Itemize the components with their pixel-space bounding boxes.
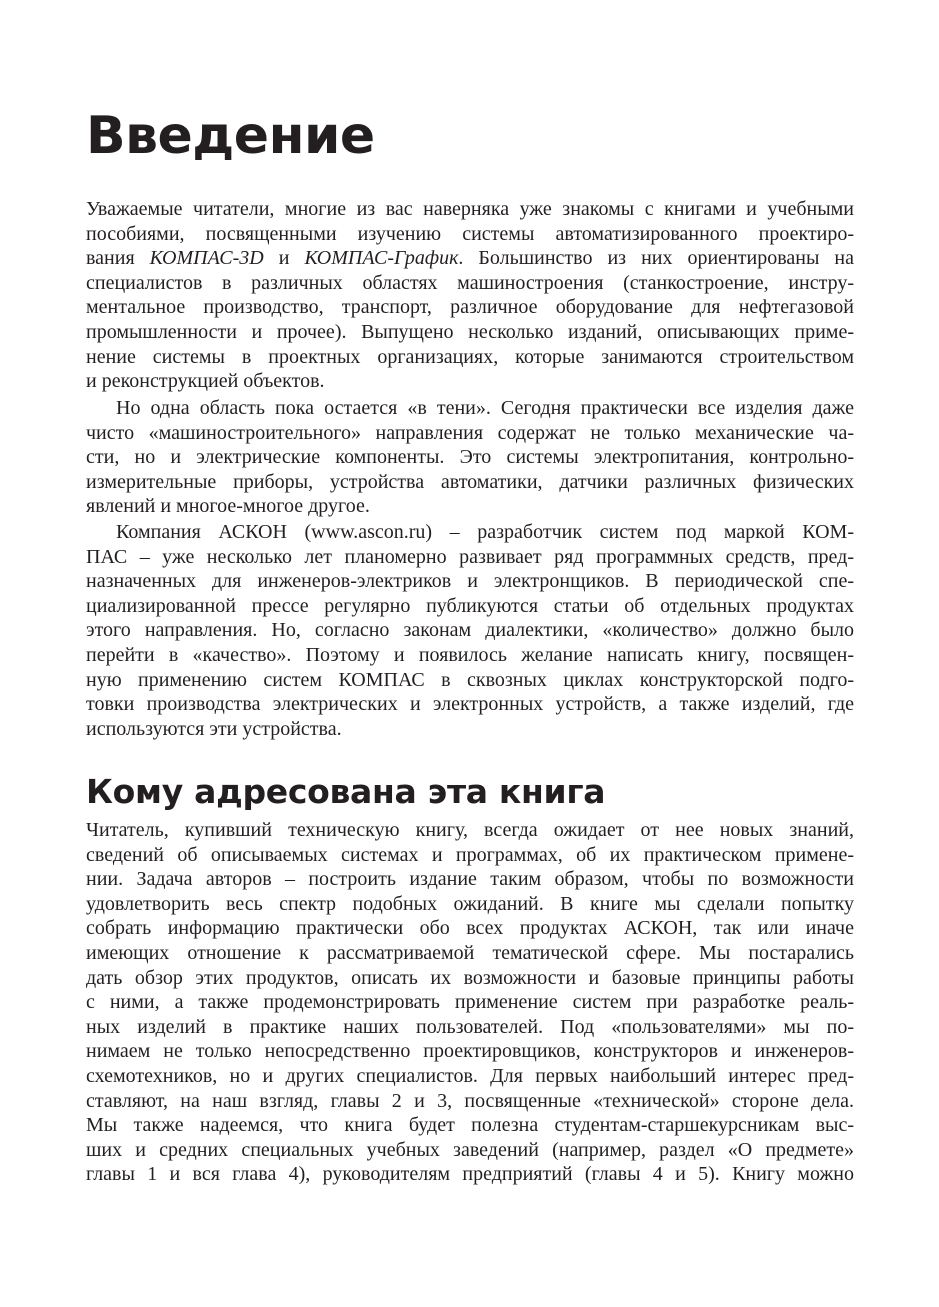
text-line: удовлетворить весь спектр подобных ожиданий. В книге мы сделали попытку — [86, 892, 854, 915]
section-heading: Кому адресована эта книга — [86, 772, 606, 811]
text-line: измерительные приборы, устройства автоматики, датчики различных физических — [86, 470, 854, 493]
paragraph-ascon — [86, 520, 854, 741]
text-line: нимаем не только непосредственно проектировщиков, конструкторов и инженеров- — [86, 1040, 854, 1063]
product-name: КОМПАС-График — [304, 247, 459, 270]
text-line: Уважаемые читатели, многие из вас наверняка уже знакомы с книгами и учебными — [86, 198, 854, 220]
text-line: вания КОМПАС-3D и КОМПАС-График. Большинство из них ориентированы на — [86, 247, 854, 270]
text-line: собрать информацию практически обо всех продуктах АСКОН, так или иначе — [86, 917, 854, 940]
text-line: товки производства электрических и электронных устройств, а также изделий, где — [86, 693, 854, 716]
text-line: схемотехников, но и других специалистов. Для первых наибольший интерес пред- — [86, 1064, 854, 1087]
page-title: Введение — [86, 106, 375, 166]
text-line: циализированной прессе регулярно публикуются статьи об отдельных продуктах — [86, 594, 854, 617]
text-line: и реконструкцией объектов. — [86, 370, 325, 393]
text-line: сти, но и электрические компоненты. Это системы электропитания, контрольно- — [86, 446, 854, 469]
text-line: перейти в «качество». Поэтому и появилось желание написать книгу, посвящен- — [86, 643, 854, 666]
text-line: явлений и многое-многое другое. — [86, 495, 370, 518]
text-line: ментальное производство, транспорт, различное оборудование для нефтегазовой — [86, 296, 854, 319]
paragraph-audience — [86, 818, 854, 1187]
paragraph-intro — [86, 197, 854, 394]
text-line: ших и средних специальных учебных заведений (например, раздел «О предмете» — [86, 1138, 854, 1161]
text-line: Читатель, купивший техническую книгу, всегда ожидает от нее новых знаний, — [86, 819, 854, 841]
text-line: сведений об описываемых системах и программах, об их практическом примене- — [86, 843, 854, 866]
product-name: КОМПАС-3D — [149, 247, 264, 270]
text-line: этого направления. Но, согласно законам диалектики, «количество» должно было — [86, 619, 854, 642]
text-line: ных изделий в практике наших пользователей. Под «пользователями» мы по- — [86, 1015, 854, 1038]
paragraph-shadow-area — [86, 396, 854, 519]
text-line: ную применению систем КОМПАС в сквозных циклах конструкторской подго- — [86, 668, 854, 691]
text-line: с ними, а также продемонстрировать применение систем при разработке реаль- — [86, 991, 854, 1014]
text-line: Мы также надеемся, что книга будет полезна студентам-старшекурсникам выс- — [86, 1114, 854, 1137]
text-line: нение системы в проектных организациях, которые занимаются строительством — [86, 345, 854, 368]
text-line: чисто «машиностроительного» направления содержат не только механические ча- — [86, 421, 854, 444]
text-line: специалистов в различных областях машиностроения (станкостроение, инстру- — [86, 271, 854, 294]
text-line: Но одна область пока остается «в тени». Сегодня практически все изделия даже — [116, 397, 854, 419]
text-line: ставляют, на наш взгляд, главы 2 и 3, посвященные «технической» стороне дела. — [86, 1089, 854, 1112]
text-line: назначенных для инженеров-электриков и электронщиков. В периодической спе- — [86, 570, 854, 593]
text-line: ПАС – уже несколько лет планомерно развивает ряд программных средств, пред- — [86, 545, 854, 568]
text-line: нии. Задача авторов – построить издание таким образом, чтобы по возможности — [86, 868, 854, 891]
text-line: Компания АСКОН (www.ascon.ru) – разработчик систем под маркой КОМ- — [116, 521, 854, 543]
text-line: пособиями, посвященными изучению системы автоматизированного проектиро- — [86, 222, 854, 245]
text-line: используются эти устройства. — [86, 717, 342, 740]
text-line: промышленности и прочее). Выпущено несколько изданий, описывающих приме- — [86, 320, 854, 343]
text-line: главы 1 и вся глава 4), руководителям предприятий (главы 4 и 5). Книгу можно — [86, 1163, 854, 1186]
text-line: дать обзор этих продуктов, описать их возможности и базовые принципы работы — [86, 966, 854, 989]
text-line: имеющих отношение к рассматриваемой тематической сфере. Мы постарались — [86, 941, 854, 964]
